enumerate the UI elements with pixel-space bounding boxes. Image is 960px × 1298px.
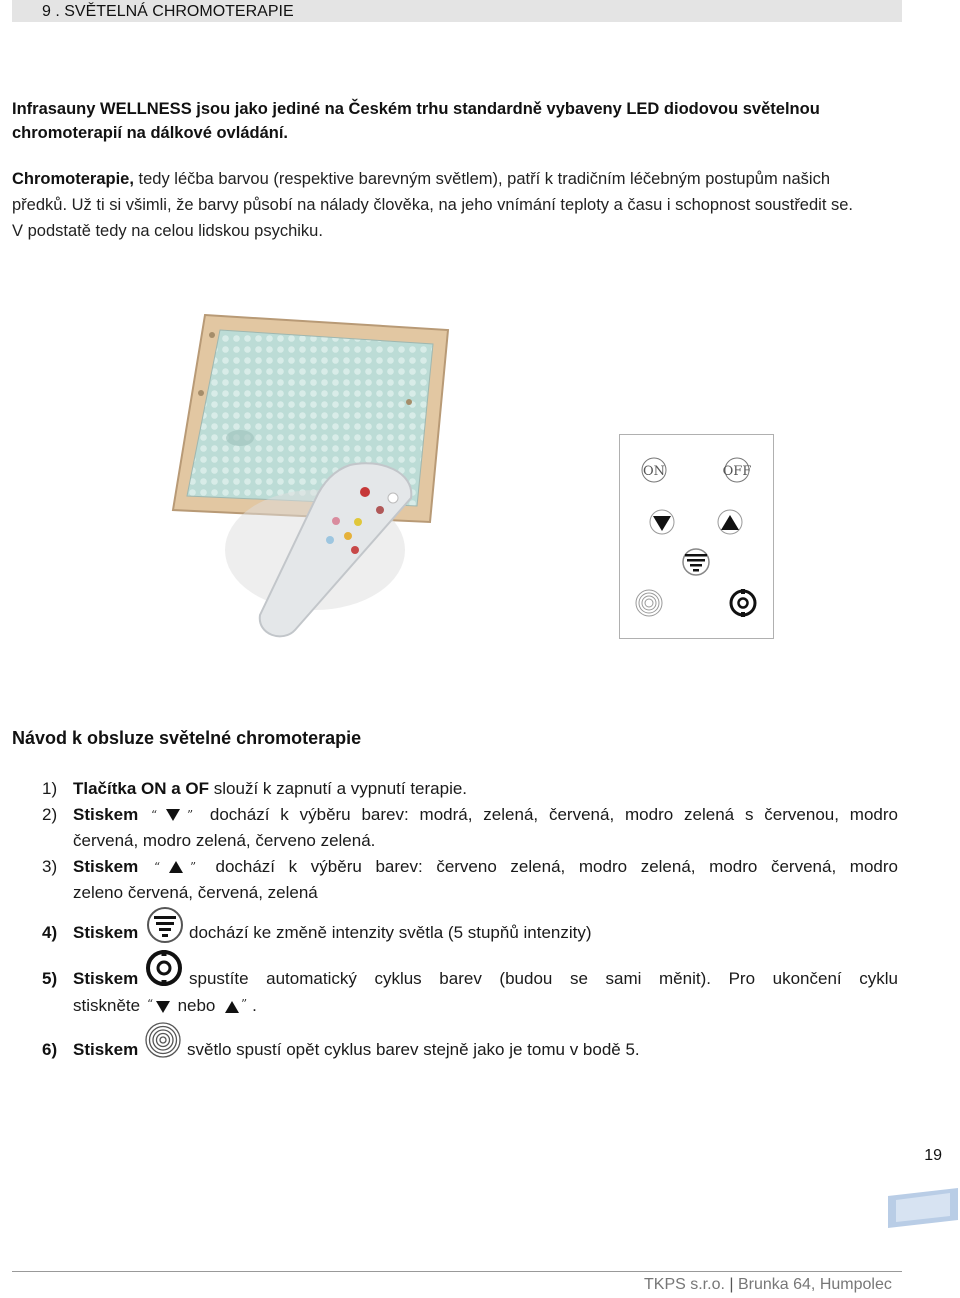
footer-address: Brunka 64, Humpolec xyxy=(737,1276,892,1293)
up-triangle-icon xyxy=(220,997,252,1017)
chromo-line-1 xyxy=(12,167,830,191)
footer-company: TKPS s.r.o. xyxy=(644,1276,725,1293)
led-panel-photo xyxy=(165,300,450,640)
item-number: 3) xyxy=(42,857,58,876)
item-text-cont: červená, modro zelená, červeno zelená. xyxy=(73,831,376,850)
footer: TKPS s.r.o. | Brunka 64, Humpolec xyxy=(644,1276,892,1293)
intensity-icon xyxy=(146,906,184,944)
svg-text:“: “ xyxy=(153,859,160,874)
item-text: Stiskem “ ” dochází k výběru barev: modrá, zelená, červená, modro zelená s červenou, modro xyxy=(73,805,898,824)
svg-text:”: ” xyxy=(241,996,248,1011)
item-text: Stiskem “ ” dochází k výběru barev: červeno zelená, modro zelená, modro červená, modro xyxy=(73,857,898,876)
cycle-rings-button xyxy=(636,590,662,616)
manual-item-4 xyxy=(0,906,960,946)
page-corner-decoration xyxy=(888,1188,958,1228)
item-text: Tlačítka ON a OF slouží k zapnutí a vypnutí terapie. xyxy=(73,779,468,798)
auto-cycle-icon xyxy=(144,948,184,988)
section-heading: 9 . SVĚTELNÁ CHROMOTERAPIE xyxy=(42,3,294,20)
intro-line-2: chromoterapií na dálkové ovládání. xyxy=(12,124,288,142)
down-triangle-icon xyxy=(145,997,173,1017)
manual-title: Návod k obsluze světelné chromoterapie xyxy=(12,728,362,748)
item-number: 6) xyxy=(42,1040,58,1059)
item-text: spustíte automatický cyklus barev (budou se sami měnit). Pro ukončení cyklu xyxy=(189,969,898,988)
svg-text:“: “ xyxy=(146,996,153,1011)
page-number: 19 xyxy=(924,1147,942,1164)
off-button xyxy=(723,458,752,482)
cycle-rings-icon xyxy=(143,1020,183,1060)
auto-cycle-button xyxy=(731,589,755,617)
item-text-cont: zeleno červená, červená, zelená xyxy=(73,883,318,902)
manual-item-2 xyxy=(0,805,960,855)
intensity-button xyxy=(683,549,709,575)
chromo-line-2: předků. Už ti si všimli, že barvy působí na nálady člověka, na jeho vnímání teploty a času i schopnost soustředit se. xyxy=(12,196,854,214)
item-text: dochází ke změně intenzity světla (5 stupňů intenzity) xyxy=(189,923,592,942)
down-triangle-button xyxy=(650,510,674,534)
chromo-lead: Chromoterapie, xyxy=(12,170,134,188)
manual-item-1 xyxy=(0,779,960,803)
svg-text:”: ” xyxy=(187,807,194,822)
footer-rule xyxy=(12,1271,902,1272)
item-bold: Stiskem xyxy=(73,923,139,942)
manual-item-3 xyxy=(0,857,960,907)
item-number: 4) xyxy=(42,923,58,942)
item-bold: Stiskem xyxy=(73,969,139,988)
item-text: světlo spustí opět cyklus barev stejně jako je tomu v bodě 5. xyxy=(187,1040,640,1059)
item-bold: Stiskem xyxy=(73,1040,139,1059)
on-button xyxy=(642,458,666,482)
item-number: 1) xyxy=(42,779,58,798)
manual-item-6 xyxy=(0,1020,960,1064)
down-triangle-icon xyxy=(149,806,199,826)
up-triangle-button xyxy=(718,510,742,534)
up-triangle-icon xyxy=(152,858,202,878)
intro-line-1: Infrasauny WELLNESS jsou jako jediné na Českém trhu standardně vybaveny LED diodovou světelnou xyxy=(12,100,820,118)
item-text-cont: stiskněte “ nebo ” . xyxy=(73,996,257,1015)
manual-item-5 xyxy=(0,948,960,1020)
chromo-line-3: V podstatě tedy na celou lidskou psychiku. xyxy=(12,222,323,240)
svg-text:”: ” xyxy=(189,859,196,874)
remote-control-diagram xyxy=(619,434,774,639)
on-label: ON xyxy=(642,464,666,479)
item-number: 5) xyxy=(42,969,58,988)
chromo-line-1-rest: tedy léčba barvou (respektive barevným světlem), patří k tradičním léčebným postupům našich xyxy=(133,170,830,188)
item-number: 2) xyxy=(42,805,58,824)
off-label: OFF xyxy=(722,464,752,479)
svg-text:“: “ xyxy=(151,807,158,822)
